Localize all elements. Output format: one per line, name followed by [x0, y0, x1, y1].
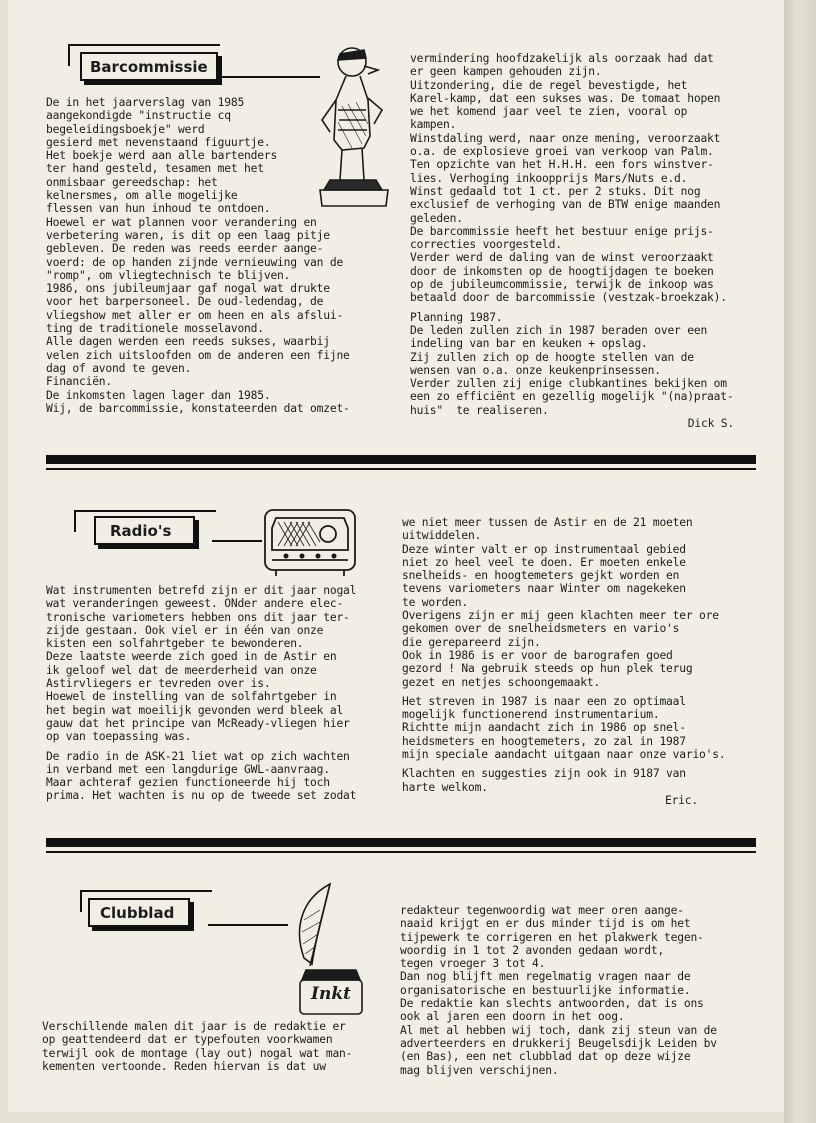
text-line: kisten een solfahrtgeber te bewonderen.	[46, 637, 304, 651]
text-line: die gerepareerd zijn.	[402, 635, 541, 649]
text-line: woordig in 1 tot 2 avonden gedaan wordt,	[400, 943, 665, 957]
text-line: niet zo heel veel te doen. Er moeten enkele	[402, 555, 686, 569]
text-line: Hoewel er wat plannen voor verandering en	[46, 215, 317, 229]
text-line: voerd: de op handen zijnde vernieuwing van de	[46, 255, 344, 269]
text-line: terwijl ook de montage (lay out) nogal wat man-	[42, 1046, 353, 1060]
text-line: te worden.	[402, 595, 469, 609]
text-line: Het boekje werd aan alle bartenders	[46, 149, 278, 163]
text-line: Verschillende malen dit jaar is de redaktie er	[42, 1020, 346, 1033]
text-line: Winst gedaald tot 1 ct. per 2 stuks. Dit nog	[410, 184, 701, 198]
barcommissie-left-column	[46, 96, 376, 415]
text-line: ik geloof wel dat de meerderheid van onze	[46, 663, 317, 677]
text-line: gekomen over de snelheidsmeters en vario's	[402, 622, 680, 636]
text-line: ter hand gesteld, tesamen met het	[46, 162, 264, 176]
text-line: tevens variometers naar Winter om nagekeken	[402, 582, 686, 596]
text-line: Overigens zijn er mij geen klachten meer ter ore	[402, 609, 719, 623]
text-line: geleden.	[410, 211, 463, 225]
text-line: exclusief de verhoging van de BTW enige maanden	[410, 198, 721, 212]
text-line: gezord ! Na gebruik steeds op hun plek terug	[402, 662, 693, 676]
text-line: uitwiddelen.	[402, 529, 482, 543]
radios-left-column	[46, 584, 386, 803]
text-line: De leden zullen zich in 1987 beraden over een	[410, 323, 708, 337]
text-line: o.a. de explosieve groei van verkoop van Palm.	[410, 145, 714, 159]
text-line: De redaktie kan slechts antwoorden, dat is ons	[400, 997, 704, 1011]
text-line: begeleidingsboekje" werd	[46, 122, 205, 136]
clubblad-title: Clubblad	[88, 898, 190, 927]
text-line: redakteur tegenwoordig wat meer oren aange-	[400, 904, 684, 917]
text-line: we niet meer tussen de Astir en de 21 moeten	[402, 516, 693, 529]
text-line: ook al jaren een doorn in het oog.	[400, 1010, 625, 1024]
text-line: Wij, de barcommissie, konstateerden dat omzet-	[46, 401, 350, 415]
text-line: Ook in 1986 is er voor de barografen goed	[402, 648, 673, 662]
text-line: tegen vroeger 3 tot 4.	[400, 957, 546, 971]
signature: Dick S.	[687, 417, 734, 431]
text-line: Uitzondering, die de regel bevestigde, het	[410, 78, 688, 92]
clubblad-header-line	[208, 924, 288, 926]
text-line: kampen.	[410, 118, 457, 132]
text-line: verbetering waren, is dit op een laag pitje	[46, 228, 330, 242]
text-line: organisatorische en bestuurlijke informatie.	[400, 983, 691, 997]
radios-title: Radio's	[94, 516, 195, 545]
text-line: gebleven. De reden was reeds eerder aange-	[46, 242, 324, 256]
text-line: lies. Verhoging inkoopprijs Mars/Nuts e.d.	[410, 171, 688, 185]
text-line: op de jubileumcommissie, terwijk de inkoop was	[410, 278, 714, 292]
text-line: voor het barpersoneel. De oud-ledendag, de	[46, 295, 324, 309]
text-line: wat veranderingen geweest. ONder andere elec-	[46, 597, 344, 611]
text-line: De inkomsten lagen lager dan 1985.	[46, 388, 271, 402]
text-line: Verder zullen zij enige clubkantines bekijken om	[410, 377, 727, 391]
clubblad-right-column	[400, 904, 760, 1077]
text-line: Klachten en suggesties zijn ook in 9187 van	[402, 767, 686, 781]
text-line: Verder werd de daling van de winst veroorzaakt	[410, 251, 714, 265]
text-line: correcties voorgesteld.	[410, 238, 562, 252]
text-line: harte welkom.	[402, 780, 488, 794]
text-line: 1986, ons jubileumjaar gaf nogal wat drukte	[46, 282, 330, 296]
text-line: er geen kampen gehouden zijn.	[410, 65, 602, 79]
text-line: een zo efficiënt en gezellig mogelijk "(na)praat-	[410, 390, 734, 404]
text-line: door de inkomsten op de hoogtijdagen te boeken	[410, 264, 714, 278]
text-line: Deze winter valt er op instrumentaal gebied	[402, 542, 686, 556]
section-divider	[46, 455, 756, 464]
radios-right-column	[402, 516, 762, 807]
radios-header-line	[212, 540, 262, 542]
text-line: kelnersmes, om alle mogelijke	[46, 189, 238, 203]
text-line: Ten opzichte van het H.H.H. een fors winstver-	[410, 158, 714, 172]
text-line: vliegshow met aller er om heen en als afslui-	[46, 308, 344, 322]
text-line: De radio in de ASK-21 liet wat op zich wachten	[46, 749, 350, 763]
text-line: op van toepassing was.	[46, 730, 192, 744]
text-line: gauw dat het principe van McReady-vliegen hier	[46, 716, 350, 730]
page-edge	[784, 0, 816, 1123]
text-line: op geattendeerd dat er typefouten voorkwamen	[42, 1033, 333, 1047]
text-line: we het komend jaar veel te zien, vooral op	[410, 105, 688, 119]
text-line: naaid krijgt en er dus minder tijd is om het	[400, 917, 691, 931]
text-line: aangekondigde "instructie cq	[46, 109, 231, 123]
text-line: flessen van hun inhoud te ontdoen.	[46, 202, 271, 216]
text-line: huis" te realiseren.	[410, 403, 549, 417]
section-divider-thin	[46, 851, 756, 853]
text-line: adverteerders en drukkerij Beugelsdijk Leiden bv	[400, 1036, 717, 1050]
text-line: kementen vertoonde. Reden hiervan is dat uw	[42, 1059, 326, 1073]
text-line: gezet en netjes schoongemaakt.	[402, 675, 601, 689]
text-line: tijpewerk te corrigeren en het plakwerk tegen-	[400, 930, 704, 944]
radio-illustration	[262, 506, 358, 578]
text-line: Deze laatste weerde zich goed in de Astir en	[46, 650, 337, 664]
text-line: Alle dagen werden een reeds sukses, waarbij	[46, 335, 330, 349]
text-line: Financiën.	[46, 375, 113, 389]
text-line: het begin wat moeilijk gevonden werd bleek al	[46, 703, 344, 717]
text-line: snelheids- en hoogtemeters gejkt worden en	[402, 569, 680, 583]
signature: Eric.	[664, 793, 698, 807]
text-line: Karel-kamp, dat een sukses was. De tomaat hopen	[410, 91, 721, 105]
text-line: Zij zullen zich op de hoogte stellen van de	[410, 350, 694, 364]
text-line: Het streven in 1987 is naar een zo optimaal	[402, 694, 686, 708]
text-line: heidsmeters en hoogtemeters, zo zal in 1987	[402, 734, 686, 748]
text-line: indeling van bar en keuken + opslag.	[410, 337, 648, 351]
text-line: De in het jaarverslag van 1985	[46, 96, 245, 109]
text-line: mijn speciale aandacht uitgaan naar onze vario's.	[402, 748, 726, 762]
text-line: mogelijk functionerend instrumentarium.	[402, 708, 660, 722]
barcommissie-right-column	[410, 52, 760, 430]
text-line: Astirvliegers er tevreden over is.	[46, 677, 271, 691]
text-line: in verband met een langdurige GWL-aanvraag.	[46, 762, 330, 776]
barcommissie-title: Barcommissie	[80, 52, 218, 81]
text-line: prima. Het wachten is nu op de tweede set zodat	[46, 789, 357, 803]
section-divider	[46, 838, 756, 847]
text-line: vermindering hoofdzakelijk als oorzaak had dat	[410, 52, 714, 65]
text-line: dag of avond te geven.	[46, 361, 192, 375]
text-line: zijde gestaan. Ook viel er in één van onze	[46, 623, 324, 637]
text-line: (en Bas), een net clubblad dat op deze wijze	[400, 1050, 691, 1064]
text-line: Hoewel de instelling van de solfahrtgeber in	[46, 690, 337, 704]
text-line: Winstdaling werd, naar onze mening, veroorzaakt	[410, 131, 721, 145]
text-line: "romp", om vliegtechnisch te blijven.	[46, 268, 291, 282]
text-line: Wat instrumenten betrefd zijn er dit jaar nogal	[46, 584, 357, 597]
text-line: betaald door de barcommissie (vestzak-broekzak).	[410, 291, 727, 305]
text-line: mag blijven verschijnen.	[400, 1063, 559, 1077]
text-line: Richtte mijn aandacht zich in 1986 op snel-	[402, 721, 686, 735]
text-line: wensen van o.a. onze keukenprinsessen.	[410, 363, 661, 377]
text-line: Dan nog blijft men regelmatig vragen naar de	[400, 970, 691, 984]
ink-label: Inkt	[311, 984, 351, 1004]
text-line: De barcommissie heeft het bestuur enige prijs-	[410, 224, 714, 238]
text-line: onmisbaar gereedschap: het	[46, 175, 218, 189]
text-line: Maar achteraf gezien functioneerde hij toch	[46, 776, 330, 790]
text-line: tronische variometers hebben ons dit jaar ter-	[46, 610, 350, 624]
clubblad-left-column	[42, 1020, 382, 1073]
text-line: gesierd met nevenstaand figuurtje.	[46, 135, 271, 149]
text-line: Planning 1987.	[410, 310, 503, 324]
text-line: Al met al hebben wij toch, dank zij steun van de	[400, 1023, 717, 1037]
text-line: ting de traditionele mosselavond.	[46, 322, 264, 336]
barcommissie-header-line	[220, 76, 320, 78]
section-divider-thin	[46, 468, 756, 470]
text-line: velen zich uitsloofden om de anderen een fijne	[46, 348, 350, 362]
